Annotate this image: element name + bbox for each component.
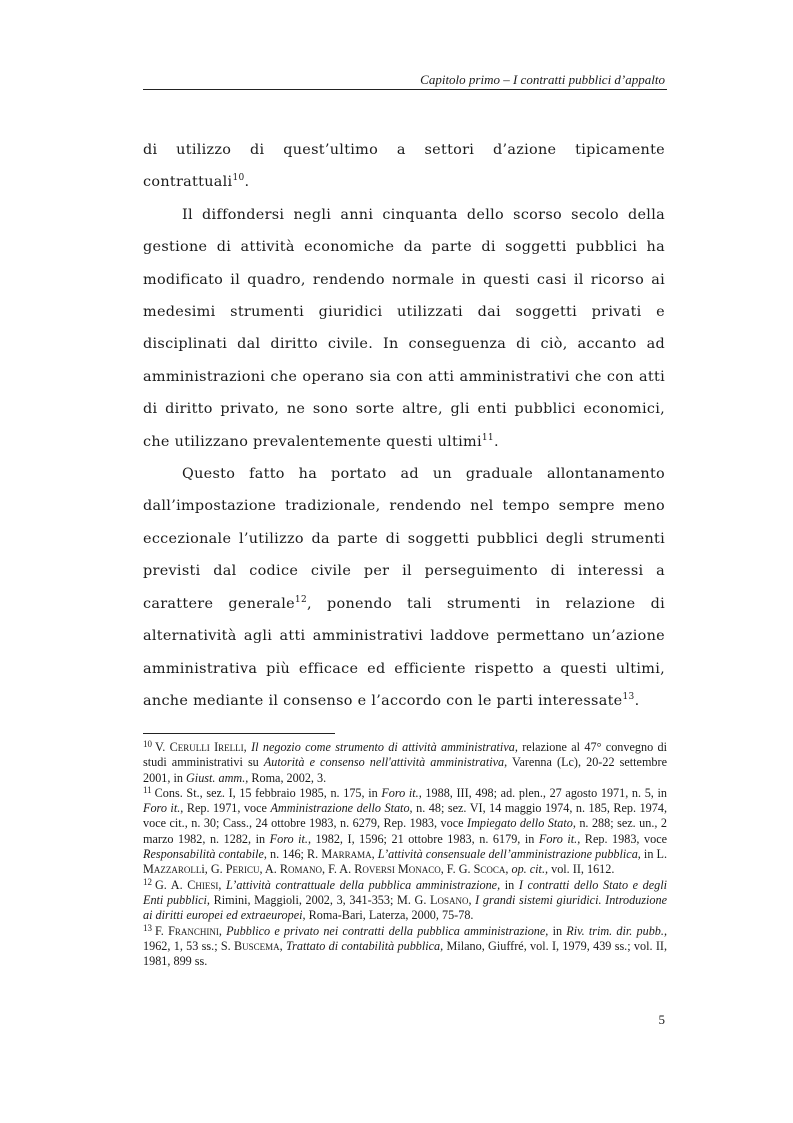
paragraph-3: Questo fatto ha portato ad un graduale allontanamento dall’impostazione tradizionale, rendendo nel tempo sempre meno eccezionale l’utilizzo da parte di soggetti pubblici degli strumenti previsti dal codice civile per il perseguimento di interessi a carattere generale$^{12}$, ponendo tali strumenti in relazione di alternatività agli atti amministrativi laddove permettano un’azione amministrativa più efficace ed efficiente rispetto a questi ultimi, anche mediante il consenso e l’accordo con le parti interessate$^{13}$. — [143, 466, 666, 709]
footnote-10: $^{10}$ V. Cerulli Irelli, Il negozio come strumento di attività amministrativa, relazione al 47° convegno di studi amministrativi su Autorità e consenso nell'attività amministrativa, Varenna (Lc), 20-22 settembre 2001, in Giust. amm., Roma, 2002, 3. — [143, 739, 668, 785]
header-rule — [143, 89, 667, 90]
footnote-separator — [143, 733, 335, 734]
running-header: Capitolo primo – I contratti pubblici d’appalto — [420, 72, 665, 87]
footnotes — [143, 740, 667, 969]
page-number: 5 — [658, 1012, 665, 1027]
footnote-13: $^{13}$ F. Franchini, Pubblico e privato nei contratti della pubblica amministrazione, in Riv. trim. dir. pubb., 1962, 1, 53 ss.; S. Buscema, Trattato di contabilità pubblica, Milano, Giuffré, vol. I, 1979, 439 ss.; vol. II, 1981, 899 ss. — [143, 922, 668, 969]
paragraph-2: Il diffondersi negli anni cinquanta dello scorso secolo della gestione di attività economiche da parte di soggetti pubblici ha modificato il quadro, rendendo normale in questi casi il ricorso ai medesimi strumenti giuridici utilizzati dai soggetti privati e disciplinati dal diritto civile. In conseguenza di ciò, accanto ad amministrazioni che operano sia con atti amministrativi che con atti di diritto privato, ne sono sorte altre, gli enti pubblici economici, che utilizzano prevalentemente questi ultimi$^{11}$. — [143, 206, 665, 450]
body-text — [143, 134, 665, 717]
footnote-ref-12[interactable]: 12 — [294, 594, 307, 605]
footnote-12: $^{12}$ G. A. Chiesi, L’attività contrattuale della pubblica amministrazione, in I contratti dello Stato e degli Enti pubblici, Rimini, Maggioli, 2002, 3, 341-353; M. G. Losano, I grandi sistemi giuridici. Introduzione ai diritti europei ed extraeuropei, Roma-Bari, Laterza, 2000, 75-78. — [143, 876, 667, 923]
footnote-ref-10[interactable]: 10 — [232, 173, 245, 184]
footnote-11: $^{11}$ Cons. St., sez. I, 15 febbraio 1985, n. 175, in Foro it., 1988, III, 498; ad. plen., 27 agosto 1971, n. 5, in Foro it., Rep. 1971, voce Amministrazione dello Stato, n. 48; sez. VI, 14 maggio 1974, n. 185, Rep. 1974, voce cit., n. 30; Cass., 24 ottobre 1983, n. 6279, Rep. 1983, voce Impiegato dello Stato, n. 288; sez. un., 2 marzo 1982, n. 1282, in Foro it., 1982, I, 1596; 21 ottobre 1983, n. 6179, in Foro it., Rep. 1983, voce Responsabilità contabile, n. 146; R. Marrama, L’attività consensuale dell’amministrazione pubblica, in L. Mazzarolli, G. Pericu, A. Romano, F. A. Roversi Monaco, F. G. Scoca, op. cit., vol. II, 1612. — [143, 784, 668, 877]
footnote-ref-11[interactable]: 11 — [481, 432, 494, 443]
footnote-ref-13[interactable]: 13 — [622, 691, 635, 702]
paragraph-1: di utilizzo di quest’ultimo a settori d’azione tipicamente contrattuali$^{10}$. — [143, 142, 665, 191]
